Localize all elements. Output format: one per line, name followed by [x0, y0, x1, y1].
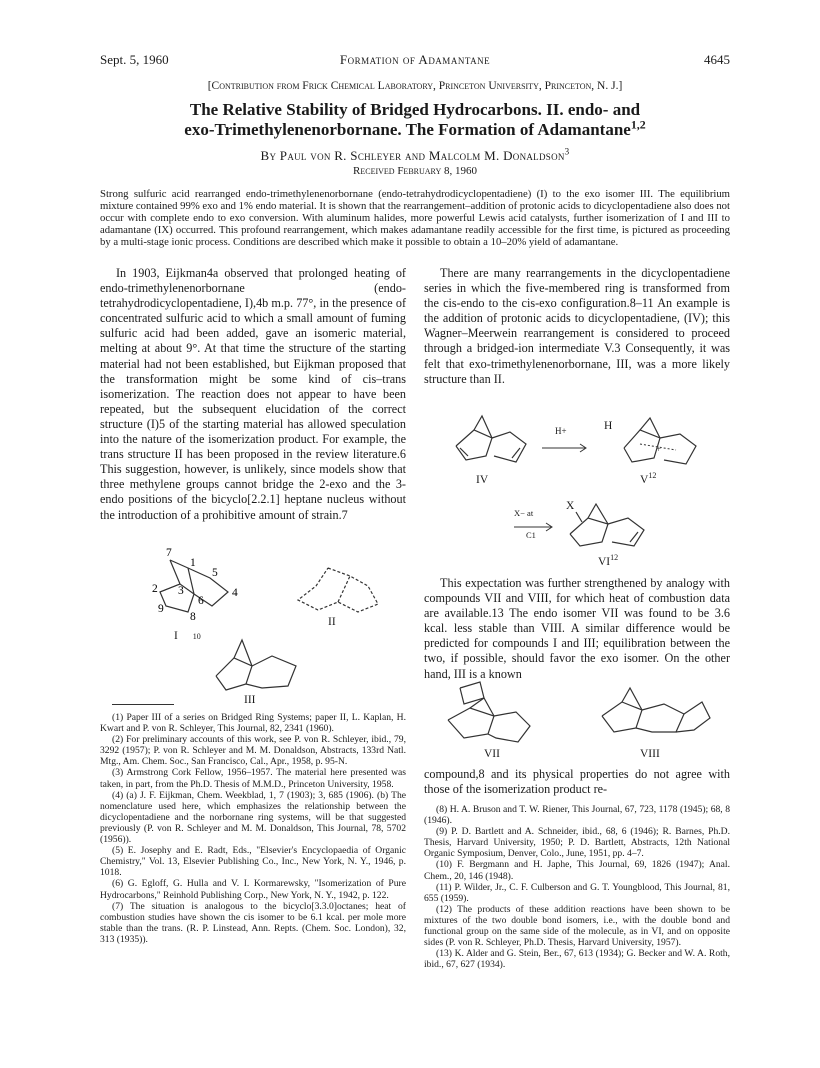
footnote-11: (11) P. Wilder, Jr., C. F. Culberson and G. T. Youngblood, This Journal, 81, 655 (1959). — [424, 881, 730, 904]
label-IV: IV — [476, 474, 489, 486]
ring-number-4: 4 — [232, 587, 238, 599]
label-I-number: 10 — [192, 632, 201, 641]
footnote-7: (7) The situation is analogous to the bicyclo[3.3.0]octanes; heat of combustion studies have shown the cis isomer to be 6.1 kcal. per mole more stable than the trans. (R. P. Linstead, Ann. Repts. (Chem. Soc. London), 32, 313 (1935)). — [100, 900, 406, 945]
title-refs: 1,2 — [630, 117, 646, 132]
page-number: 4645 — [704, 52, 730, 67]
structure-VII — [440, 672, 550, 748]
authors-text: By Paul von R. Schleyer and Malcolm M. Donaldson — [260, 148, 565, 163]
paragraph-intro: In 1903, Eijkman4a observed that prolonged heating of endo-trimethylenenorbornane (endo-tetrahydrodicyclopentadiene, I),4b m.p. 77°, in the presence of concentrated sulfuric acid to which a small amount of fuming sulfuric acid had been added, gave an isomeric material, melting at about 9°. At that time the structure of the starting material had not been established, but Eijkman proposed that the transformation might be some kind of cis–trans isomerization. The reaction does not appear to have been repeated, but the subsequent elucidation of the correct structure (I)5 of the starting material has allowed speculation into the nature of the isomerization product. For example, the trans structure II has been proposed in the review literature.6 This suggestion, however, is unlikely, since models show that three methylene groups cannot bridge the 2-exo and the 3-endo positions of the bicyclo[2.2.1] heptane nucleus without the introduction of a prohibitive amount of strain.7 — [100, 266, 406, 522]
running-header — [100, 52, 730, 70]
footnote-9: (9) P. D. Bartlett and A. Schneider, ibid., 68, 6 (1946); R. Barnes, Ph.D. Thesis, Harvard University, 1950; P. D. Bartlett, Abstracts, 12th National Organic Symposium, Denver, Colo., June, 1951, pp. 4–7. — [424, 826, 730, 860]
article-title — [100, 100, 730, 140]
label-VIII: VIII — [640, 748, 660, 760]
ring-number-3: 3 — [178, 585, 184, 597]
body-left-column — [100, 266, 406, 523]
label-V-text: V — [640, 474, 649, 486]
arrow-label-X-bottom: C1 — [526, 530, 536, 540]
author-line — [100, 148, 730, 164]
author-ref: 3 — [564, 146, 570, 157]
footnote-5: (5) E. Josephy and E. Radt, Eds., "Elsevier's Encyclopaedia of Organic Chemistry," Vol. 13, Elsevier Publishing Co., Inc., New York, N. Y., 1946, p. 1018. — [100, 845, 406, 879]
body-right-column-top — [424, 266, 730, 387]
footnote-4: (4) (a) J. F. Eijkman, Chem. Weekblad, 1, 7 (1903); 3, 685 (1906). (b) The nomenclature used here, which emphasizes the relationship between the dicyclopentadiene and the norbornane ring systems, will be that suggested previously (P. von R. Schleyer and M. M. Donaldson, This Journal, 78, 5702 (1956)). — [100, 789, 406, 846]
title-line-1: The Relative Stability of Bridged Hydrocarbons. II. endo- and — [189, 100, 641, 119]
paragraph-continuation: compound,8 and its physical properties do not agree with those of the isomerization product re- — [424, 767, 730, 797]
running-title: Formation of Adamantane — [339, 52, 491, 67]
plus-charge: + — [656, 444, 662, 454]
label-II: II — [328, 616, 336, 628]
footnote-2: (2) For preliminary accounts of this work, see P. von R. Schleyer, ibid., 79, 3292 (1957); P. von R. Schleyer and M. M. Donaldson, Abstracts, 133rd Natl. Mtg., Am. Chem. Soc., San Francisco, Cal., Apr., 1958, p. 95-N. — [100, 734, 406, 768]
issue-date: Sept. 5, 1960 — [100, 52, 169, 67]
structure-VI — [560, 500, 660, 554]
arrow-label-X-top: X− at — [514, 508, 534, 518]
label-V-ref: 12 — [648, 471, 657, 481]
title-line-2 — [100, 117, 730, 140]
paragraph-expectation: This expectation was further strengthened by analogy with compounds VII and VIII, for which heat of combustion data are available.13 The endo isomer VII was found to be 3.6 kcal. less stable than VIII. A similar difference would be predicted for compounds I and III; equilibration between the two, if possible, should favor the exo isomer. On the other hand, III is a known — [424, 576, 730, 681]
structure-III — [196, 632, 316, 696]
ring-number-8: 8 — [190, 611, 196, 623]
structure-II — [288, 560, 388, 622]
contribution-line: [Contribution from Frick Chemical Laboratory, Princeton University, Princeton, N. J.] — [207, 80, 623, 92]
footnote-12: (12) The products of these addition reactions have been shown to be mixtures of the two double bond isomers, i.e., with the double bond and functional group on the same side of the molecule, as in VI, and on opposite sides (P. von R. Schleyer, Ph.D. Thesis, Harvard University, 1957). — [424, 903, 730, 949]
atom-X: X — [566, 500, 575, 512]
structure-I — [140, 548, 250, 626]
footnotes-left — [100, 712, 406, 945]
arrow-label-H: H+ — [555, 426, 567, 436]
footnote-6: (6) G. Egloff, G. Hulla and V. I. Kormarewsky, "Isomerization of Pure Hydrocarbons," Reinhold Publishing Corp., New York, N. Y., 1942, p. 122. — [100, 878, 406, 901]
structure-V — [610, 416, 706, 476]
footnote-1: (1) Paper III of a series on Bridged Ring Systems; paper II, L. Kaplan, H. Kwart and P. von R. Schleyer, This Journal, 82, 2341 (1960). — [100, 712, 406, 735]
ring-number-2: 2 — [152, 583, 158, 595]
footnote-13: (13) K. Alder and G. Stein, Ber., 67, 613 (1934); G. Becker and W. A. Roth, ibid., 67, 627 (1934). — [424, 948, 730, 971]
atom-H: H — [604, 420, 613, 432]
arrow-IV-to-V — [540, 440, 590, 454]
ring-number-6: 6 — [198, 595, 204, 607]
label-VI-text: VI — [598, 556, 611, 568]
received-date: Received February 8, 1960 — [353, 165, 477, 177]
footnote-3: (3) Armstrong Cork Fellow, 1956–1957. The material here presented was taken, in part, from the Ph.D. Thesis of M.M.D., Princeton University, 1958. — [100, 767, 406, 790]
label-I-text: I — [174, 630, 178, 642]
body-right-column-middle — [424, 576, 730, 682]
structure-IV — [446, 412, 536, 472]
ring-number-5: 5 — [212, 567, 218, 579]
label-III: III — [244, 694, 256, 706]
ring-number-1: 1 — [190, 557, 196, 569]
footnotes-right — [424, 804, 730, 970]
label-VI-ref: 12 — [610, 553, 619, 563]
footnote-8: (8) H. A. Bruson and T. W. Riener, This Journal, 67, 723, 1178 (1945); 68, 8 (1946). — [424, 804, 730, 827]
body-right-column-bottom — [424, 767, 730, 797]
title-line-2-text: exo-Trimethylenenorbornane. The Formation of Adamantane — [184, 120, 631, 139]
label-VI — [598, 553, 619, 568]
label-V — [640, 471, 657, 486]
label-VII: VII — [484, 748, 500, 760]
paragraph-rearrangements: There are many rearrangements in the dicyclopentadiene series in which the five-membered ring is transformed from the cis-endo to the cis-exo configuration.8–11 An example is the addition of protonic acids to dicyclopentadiene, (IV); this Wagner–Meerwein rearrangement is considered to proceed through a bridged-ion intermediate V.3 Consequently, it was felt that exo-trimethylenenorbornane, III, was a more likely structure than II. — [424, 266, 730, 386]
structure-VIII — [592, 676, 716, 746]
ring-number-7: 7 — [166, 547, 172, 559]
footnote-10: (10) F. Bergmann and H. Japhe, This Journal, 69, 1826 (1947); Anal. Chem., 20, 146 (1948). — [424, 859, 730, 882]
ring-number-9: 9 — [158, 603, 164, 615]
abstract: Strong sulfuric acid rearranged endo-trimethylenenorbornane (endo-tetrahydrodicyclopentadiene) (I) to the exo isomer III. The equilibrium mixture contained 99% exo and 1% endo material. It is shown that the rearrangement–addition of protonic acids to dicyclopentadiene also does not occur with complete endo to exo conversion. With aluminum halides, more powerful Lewis acid catalysts, further isomerization of I and III to adamantane (IX) occurred. This profound rearrangement, which makes adamantane readily accessible for the first time, is pictured as proceeding by a multi-stage ionic process. Conditions are described which make it possible to obtain a 10–20% yield of adamantane. — [100, 188, 730, 249]
footnote-rule — [112, 704, 174, 705]
